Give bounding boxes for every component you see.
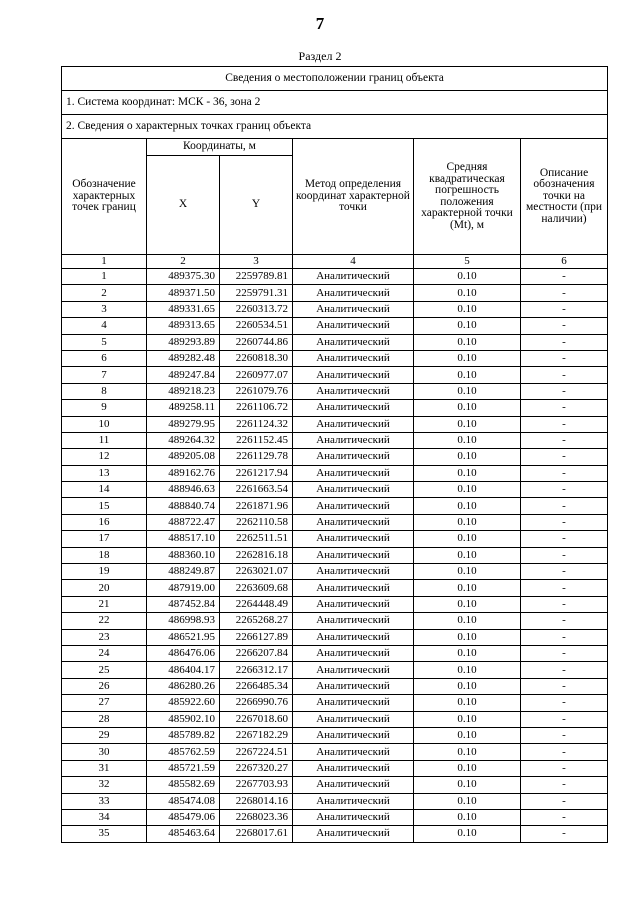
- table-row: [62, 334, 608, 350]
- description: -: [521, 400, 608, 416]
- table-row: [62, 678, 608, 694]
- coord-y: 2259789.81: [220, 269, 293, 285]
- coord-y: 2260744.86: [220, 334, 293, 350]
- description: -: [521, 350, 608, 366]
- header-method: Метод определения координат характерной точки: [293, 139, 414, 255]
- point-number: 28: [62, 711, 147, 727]
- table-row: [62, 793, 608, 809]
- point-number: 32: [62, 777, 147, 793]
- coord-x: 486280.26: [147, 678, 220, 694]
- point-number: 31: [62, 760, 147, 776]
- error: 0.10: [414, 449, 521, 465]
- coord-x: 486998.93: [147, 613, 220, 629]
- method: Аналитический: [293, 301, 414, 317]
- table-row: [62, 318, 608, 334]
- description: -: [521, 564, 608, 580]
- error: 0.10: [414, 400, 521, 416]
- table-row: [62, 727, 608, 743]
- point-number: 1: [62, 269, 147, 285]
- error: 0.10: [414, 514, 521, 530]
- description: -: [521, 596, 608, 612]
- method: Аналитический: [293, 678, 414, 694]
- method: Аналитический: [293, 777, 414, 793]
- coord-y: 2261129.78: [220, 449, 293, 465]
- coord-y: 2267224.51: [220, 744, 293, 760]
- coord-x: 489205.08: [147, 449, 220, 465]
- coord-x: 489282.48: [147, 350, 220, 366]
- method: Аналитический: [293, 695, 414, 711]
- method: Аналитический: [293, 465, 414, 481]
- coord-y: 2266207.84: [220, 645, 293, 661]
- coord-y: 2261663.54: [220, 482, 293, 498]
- coord-x: 486476.06: [147, 645, 220, 661]
- coord-y: 2260534.51: [220, 318, 293, 334]
- description: -: [521, 727, 608, 743]
- table-row: [62, 547, 608, 563]
- point-number: 16: [62, 514, 147, 530]
- method: Аналитический: [293, 727, 414, 743]
- description: -: [521, 744, 608, 760]
- point-number: 29: [62, 727, 147, 743]
- description: -: [521, 547, 608, 563]
- point-number: 7: [62, 367, 147, 383]
- column-number: 3: [220, 255, 293, 269]
- coord-y: 2268014.16: [220, 793, 293, 809]
- table-row: [62, 367, 608, 383]
- coord-y: 2261871.96: [220, 498, 293, 514]
- error: 0.10: [414, 596, 521, 612]
- point-number: 27: [62, 695, 147, 711]
- method: Аналитический: [293, 580, 414, 596]
- table-row: [62, 432, 608, 448]
- error: 0.10: [414, 531, 521, 547]
- method: Аналитический: [293, 482, 414, 498]
- error: 0.10: [414, 564, 521, 580]
- description: -: [521, 629, 608, 645]
- coord-x: 488722.47: [147, 514, 220, 530]
- error: 0.10: [414, 629, 521, 645]
- column-number: 6: [521, 255, 608, 269]
- coord-y: 2267018.60: [220, 711, 293, 727]
- description: -: [521, 695, 608, 711]
- coord-y: 2262816.18: [220, 547, 293, 563]
- header-error: Средняя квадратическая погрешность положения характерной точки (Mt), м: [414, 139, 521, 255]
- coord-y: 2266312.17: [220, 662, 293, 678]
- error: 0.10: [414, 416, 521, 432]
- header-description: Описание обозначения точки на местности (при наличии): [521, 139, 608, 255]
- point-number: 6: [62, 350, 147, 366]
- coord-x: 487452.84: [147, 596, 220, 612]
- method: Аналитический: [293, 809, 414, 825]
- point-number: 14: [62, 482, 147, 498]
- method: Аналитический: [293, 613, 414, 629]
- coord-y: 2267703.93: [220, 777, 293, 793]
- table-row: [62, 744, 608, 760]
- description: -: [521, 777, 608, 793]
- point-number: 30: [62, 744, 147, 760]
- table-row: [62, 580, 608, 596]
- coord-y: 2262511.51: [220, 531, 293, 547]
- coord-y: 2259791.31: [220, 285, 293, 301]
- column-number: 2: [147, 255, 220, 269]
- point-number: 33: [62, 793, 147, 809]
- coord-x: 489371.50: [147, 285, 220, 301]
- coord-x: 489279.95: [147, 416, 220, 432]
- column-number: 1: [62, 255, 147, 269]
- description: -: [521, 269, 608, 285]
- description: -: [521, 383, 608, 399]
- coord-y: 2267182.29: [220, 727, 293, 743]
- error: 0.10: [414, 678, 521, 694]
- error: 0.10: [414, 547, 521, 563]
- description: -: [521, 645, 608, 661]
- method: Аналитический: [293, 334, 414, 350]
- point-number: 19: [62, 564, 147, 580]
- coord-x: 489313.65: [147, 318, 220, 334]
- coord-y: 2263609.68: [220, 580, 293, 596]
- coord-x: 485762.59: [147, 744, 220, 760]
- error: 0.10: [414, 482, 521, 498]
- table-row: [62, 564, 608, 580]
- method: Аналитический: [293, 645, 414, 661]
- point-number: 35: [62, 826, 147, 842]
- error: 0.10: [414, 662, 521, 678]
- method: Аналитический: [293, 662, 414, 678]
- method: Аналитический: [293, 629, 414, 645]
- error: 0.10: [414, 498, 521, 514]
- points-caption: 2. Сведения о характерных точках границ объекта: [62, 115, 608, 139]
- coord-y: 2260313.72: [220, 301, 293, 317]
- coord-y: 2266127.89: [220, 629, 293, 645]
- error: 0.10: [414, 777, 521, 793]
- description: -: [521, 809, 608, 825]
- method: Аналитический: [293, 269, 414, 285]
- table-row: [62, 416, 608, 432]
- header-y: Y: [220, 156, 293, 255]
- error: 0.10: [414, 383, 521, 399]
- point-number: 21: [62, 596, 147, 612]
- description: -: [521, 301, 608, 317]
- coord-x: 485582.69: [147, 777, 220, 793]
- column-number: 4: [293, 255, 414, 269]
- point-number: 5: [62, 334, 147, 350]
- description: -: [521, 367, 608, 383]
- table-row: [62, 826, 608, 842]
- point-number: 12: [62, 449, 147, 465]
- coord-y: 2260977.07: [220, 367, 293, 383]
- table-row: [62, 269, 608, 285]
- method: Аналитический: [293, 350, 414, 366]
- coordinate-system: 1. Система координат: МСК - 36, зона 2: [62, 91, 608, 115]
- description: -: [521, 678, 608, 694]
- description: -: [521, 416, 608, 432]
- method: Аналитический: [293, 416, 414, 432]
- description: -: [521, 318, 608, 334]
- table-row: [62, 809, 608, 825]
- error: 0.10: [414, 465, 521, 481]
- coord-y: 2263021.07: [220, 564, 293, 580]
- coord-x: 485789.82: [147, 727, 220, 743]
- error: 0.10: [414, 695, 521, 711]
- table-row: [62, 645, 608, 661]
- point-number: 24: [62, 645, 147, 661]
- method: Аналитический: [293, 432, 414, 448]
- coord-y: 2265268.27: [220, 613, 293, 629]
- error: 0.10: [414, 613, 521, 629]
- coord-x: 488360.10: [147, 547, 220, 563]
- method: Аналитический: [293, 318, 414, 334]
- coord-y: 2268023.36: [220, 809, 293, 825]
- table-row: [62, 711, 608, 727]
- method: Аналитический: [293, 449, 414, 465]
- table-row: [62, 465, 608, 481]
- point-number: 17: [62, 531, 147, 547]
- error: 0.10: [414, 334, 521, 350]
- error: 0.10: [414, 809, 521, 825]
- coord-x: 489218.23: [147, 383, 220, 399]
- error: 0.10: [414, 826, 521, 842]
- header-x: X: [147, 156, 220, 255]
- coord-y: 2260818.30: [220, 350, 293, 366]
- table-row: [62, 498, 608, 514]
- table-row: [62, 350, 608, 366]
- coord-y: 2262110.58: [220, 514, 293, 530]
- method: Аналитический: [293, 514, 414, 530]
- coord-x: 489375.30: [147, 269, 220, 285]
- column-number: 5: [414, 255, 521, 269]
- point-number: 4: [62, 318, 147, 334]
- table-row: [62, 629, 608, 645]
- description: -: [521, 760, 608, 776]
- table-row: [62, 613, 608, 629]
- point-number: 3: [62, 301, 147, 317]
- section-title: Раздел 2: [298, 49, 342, 63]
- coord-x: 489293.89: [147, 334, 220, 350]
- error: 0.10: [414, 727, 521, 743]
- method: Аналитический: [293, 744, 414, 760]
- table-row: [62, 449, 608, 465]
- error: 0.10: [414, 318, 521, 334]
- description: -: [521, 449, 608, 465]
- description: -: [521, 285, 608, 301]
- header-coordinates: Координаты, м: [147, 139, 293, 156]
- description: -: [521, 531, 608, 547]
- method: Аналитический: [293, 547, 414, 563]
- table-row: [62, 383, 608, 399]
- error: 0.10: [414, 793, 521, 809]
- table-row: [62, 514, 608, 530]
- table-row: [62, 301, 608, 317]
- coord-x: 487919.00: [147, 580, 220, 596]
- coord-x: 489264.32: [147, 432, 220, 448]
- method: Аналитический: [293, 285, 414, 301]
- method: Аналитический: [293, 498, 414, 514]
- point-number: 25: [62, 662, 147, 678]
- table-row: [62, 531, 608, 547]
- coord-x: 488946.63: [147, 482, 220, 498]
- coord-x: 485479.06: [147, 809, 220, 825]
- coord-y: 2268017.61: [220, 826, 293, 842]
- error: 0.10: [414, 744, 521, 760]
- description: -: [521, 465, 608, 481]
- table-row: [62, 777, 608, 793]
- coord-x: 485902.10: [147, 711, 220, 727]
- coord-y: 2266485.34: [220, 678, 293, 694]
- coord-y: 2261124.32: [220, 416, 293, 432]
- description: -: [521, 793, 608, 809]
- table-row: [62, 285, 608, 301]
- coord-y: 2261152.45: [220, 432, 293, 448]
- description: -: [521, 482, 608, 498]
- error: 0.10: [414, 285, 521, 301]
- coord-x: 488840.74: [147, 498, 220, 514]
- coord-y: 2261106.72: [220, 400, 293, 416]
- error: 0.10: [414, 350, 521, 366]
- coord-x: 488517.10: [147, 531, 220, 547]
- coord-x: 488249.87: [147, 564, 220, 580]
- point-number: 8: [62, 383, 147, 399]
- point-number: 18: [62, 547, 147, 563]
- coord-x: 485721.59: [147, 760, 220, 776]
- coord-x: 486521.95: [147, 629, 220, 645]
- point-number: 2: [62, 285, 147, 301]
- point-number: 11: [62, 432, 147, 448]
- error: 0.10: [414, 760, 521, 776]
- header-designation: Обозначение характерных точек границ: [62, 139, 147, 255]
- point-number: 23: [62, 629, 147, 645]
- method: Аналитический: [293, 711, 414, 727]
- coord-x: 489258.11: [147, 400, 220, 416]
- coord-y: 2261079.76: [220, 383, 293, 399]
- point-number: 34: [62, 809, 147, 825]
- page-number: 7: [315, 14, 325, 33]
- table-row: [62, 760, 608, 776]
- coord-x: 486404.17: [147, 662, 220, 678]
- description: -: [521, 580, 608, 596]
- coord-x: 485463.64: [147, 826, 220, 842]
- method: Аналитический: [293, 367, 414, 383]
- method: Аналитический: [293, 760, 414, 776]
- coord-y: 2266990.76: [220, 695, 293, 711]
- description: -: [521, 498, 608, 514]
- error: 0.10: [414, 269, 521, 285]
- point-number: 26: [62, 678, 147, 694]
- description: -: [521, 432, 608, 448]
- coord-y: 2264448.49: [220, 596, 293, 612]
- boundary-points-table: [61, 66, 608, 843]
- point-number: 13: [62, 465, 147, 481]
- table-row: [62, 695, 608, 711]
- point-number: 20: [62, 580, 147, 596]
- description: -: [521, 514, 608, 530]
- description: -: [521, 662, 608, 678]
- error: 0.10: [414, 367, 521, 383]
- error: 0.10: [414, 645, 521, 661]
- error: 0.10: [414, 580, 521, 596]
- table-row: [62, 596, 608, 612]
- method: Аналитический: [293, 564, 414, 580]
- table-row: [62, 400, 608, 416]
- description: -: [521, 826, 608, 842]
- coord-x: 489162.76: [147, 465, 220, 481]
- description: -: [521, 334, 608, 350]
- description: -: [521, 711, 608, 727]
- method: Аналитический: [293, 531, 414, 547]
- point-number: 9: [62, 400, 147, 416]
- method: Аналитический: [293, 400, 414, 416]
- table-row: [62, 662, 608, 678]
- method: Аналитический: [293, 596, 414, 612]
- error: 0.10: [414, 711, 521, 727]
- point-number: 22: [62, 613, 147, 629]
- coord-x: 489247.84: [147, 367, 220, 383]
- error: 0.10: [414, 301, 521, 317]
- point-number: 10: [62, 416, 147, 432]
- coord-x: 489331.65: [147, 301, 220, 317]
- method: Аналитический: [293, 793, 414, 809]
- description: -: [521, 613, 608, 629]
- coord-y: 2267320.27: [220, 760, 293, 776]
- method: Аналитический: [293, 383, 414, 399]
- coord-x: 485474.08: [147, 793, 220, 809]
- table-title: Сведения о местоположении границ объекта: [62, 67, 608, 91]
- point-number: 15: [62, 498, 147, 514]
- method: Аналитический: [293, 826, 414, 842]
- error: 0.10: [414, 432, 521, 448]
- table-row: [62, 482, 608, 498]
- column-number-row: [62, 255, 608, 269]
- coord-x: 485922.60: [147, 695, 220, 711]
- coord-y: 2261217.94: [220, 465, 293, 481]
